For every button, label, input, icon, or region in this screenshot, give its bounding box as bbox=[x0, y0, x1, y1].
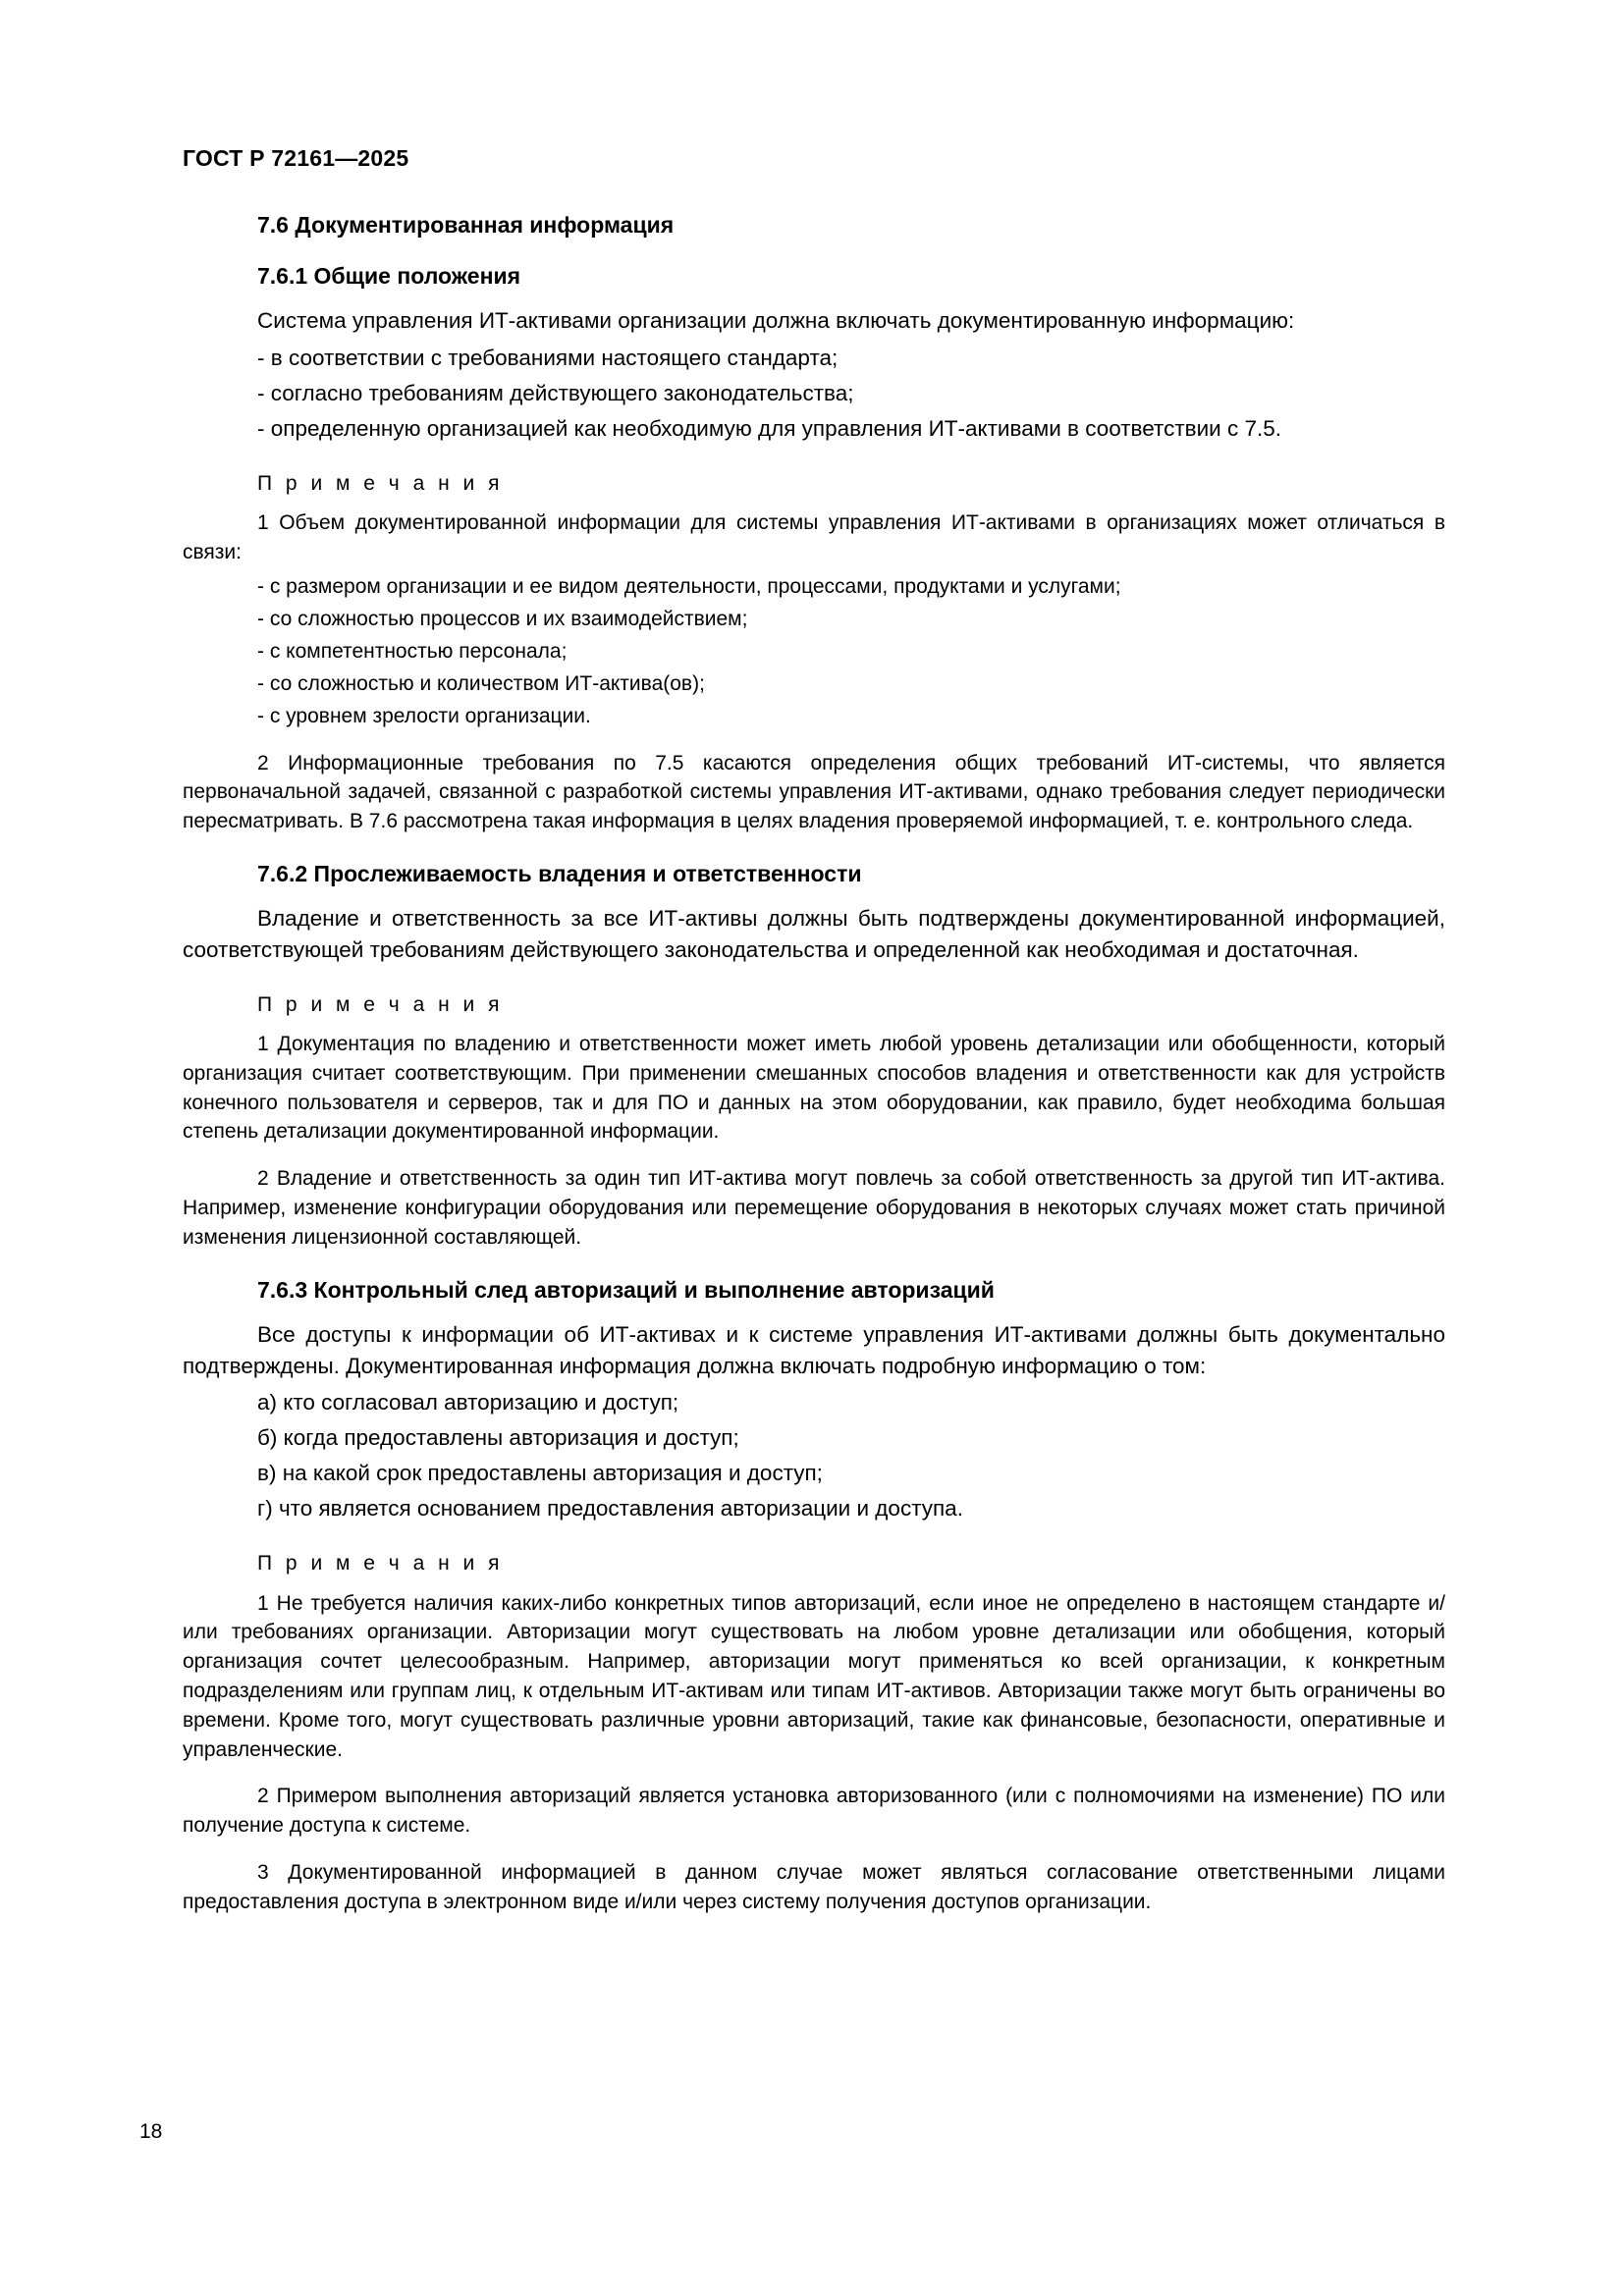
note-7-6-1-1-item-3: - с компетентностью персонала; bbox=[257, 640, 568, 664]
paragraph-7-6-3-intro: Все доступы к информации об ИТ-активах и к системе управления ИТ-активами должны быть документально подтверждены. Документированная информация должна включать подробную информацию о том: bbox=[183, 1321, 1445, 1378]
note-7-6-3-1: 1 Не требуется наличия каких-либо конкретных типов авторизаций, если иное не определено в настоящем стандарте и/или требованиях организации. Авторизации могут существовать на любом уровне детализации или обобщения, который организация сочтет целесообразным. Например, авторизации могут применяться ко всей организации, к конкретным подразделениям или группам лиц, к отдельным ИТ-активам или типам ИТ-активов. Авторизации также могут быть ограничены во времени. Кроме того, могут существовать различные уровни авторизаций, такие как финансовые, безопасности, оперативные и управленческие. bbox=[183, 1591, 1445, 1761]
notes-label-3: П р и м е ч а н и я bbox=[257, 1552, 504, 1575]
list-item-7-6-3-g: г) что является основанием предоставления авторизации и доступа. bbox=[257, 1496, 963, 1522]
list-item-7-6-1-2: - согласно требованиям действующего законодательства; bbox=[257, 380, 854, 405]
paragraph-7-6-2-intro: Владение и ответственность за все ИТ-активы должны быть подтверждены документированной информацией, соответствующей требованиям действующего законодательства и определенной как необходимая и достаточная. bbox=[183, 905, 1445, 962]
section-title-7-6-2: 7.6.2 Прослеживаемость владения и ответственности bbox=[257, 860, 862, 886]
notes-label-1: П р и м е ч а н и я bbox=[257, 471, 504, 495]
section-title-7-6-1: 7.6.1 Общие положения bbox=[257, 262, 521, 289]
note-7-6-3-2: 2 Примером выполнения авторизаций является установка авторизованного (или с полномочиями на изменение) ПО или получение доступа к системе. bbox=[183, 1785, 1445, 1838]
page-header: ГОСТ Р 72161—2025 bbox=[183, 145, 409, 171]
note-7-6-1-1-item-5: - с уровнем зрелости организации. bbox=[257, 704, 591, 727]
note-7-6-2-2: 2 Владение и ответственность за один тип ИТ-актива могут повлечь за собой ответственность за другой тип ИТ-актива. Например, изменение конфигурации оборудования или перемещение оборудования в некоторых случаях может стать причиной изменения лицензионной составляющей. bbox=[183, 1167, 1445, 1249]
note-7-6-1-1: 1 Объем документированной информации для системы управления ИТ-активами в организациях может отличаться в связи: bbox=[183, 510, 1445, 563]
note-7-6-3-3: 3 Документированной информацией в данном случае может являться согласование ответственными лицами предоставления доступа в электронном виде и/или через систему получения доступов организации. bbox=[183, 1861, 1445, 1913]
note-7-6-1-1-item-4: - со сложностью и количеством ИТ-актива(ов); bbox=[257, 671, 705, 695]
note-7-6-1-2: 2 Информационные требования по 7.5 касаются определения общих требований ИТ-системы, что является первоначальной задачей, связанной с разработкой системы управления ИТ-активами, однако требования следует периодически пересматривать. В 7.6 рассмотрена такая информация в целях владения проверяемой информацией, т. е. контрольного следа. bbox=[183, 751, 1445, 833]
list-item-7-6-1-1: - в соответствии с требованиями настоящего стандарта; bbox=[257, 345, 839, 370]
list-item-7-6-3-b: б) когда предоставлены авторизация и доступ; bbox=[257, 1425, 739, 1451]
section-title-7-6: 7.6 Документированная информация bbox=[257, 212, 675, 238]
page-number: 18 bbox=[139, 2120, 163, 2143]
notes-label-2: П р и м е ч а н и я bbox=[257, 992, 504, 1016]
note-7-6-2-1: 1 Документация по владению и ответственности может иметь любой уровень детализации или обобщенности, который организация считает соответствующим. При применении смешанных способов владения и ответственности как для устройств конечного пользователя и серверов, так и для ПО и данных на этом оборудовании, как правило, будет необходима большая степень детализации документированной информации. bbox=[183, 1033, 1445, 1144]
list-item-7-6-3-v: в) на какой срок предоставлены авторизация и доступ; bbox=[257, 1461, 823, 1486]
page-content bbox=[183, 211, 1445, 1923]
list-item-7-6-3-a: а) кто согласовал авторизацию и доступ; bbox=[257, 1390, 679, 1415]
section-title-7-6-3: 7.6.3 Контрольный след авторизаций и выполнение авторизаций bbox=[257, 1276, 995, 1303]
note-7-6-1-1-item-2: - со сложностью процессов и их взаимодействием; bbox=[257, 608, 748, 631]
note-7-6-1-1-item-1: - с размером организации и ее видом деятельности, процессами, продуктами и услугами; bbox=[257, 575, 1121, 599]
paragraph-7-6-1-intro: Система управления ИТ-активами организации должна включать документированную информацию: bbox=[257, 307, 1295, 333]
list-item-7-6-1-3: - определенную организацией как необходимую для управления ИТ-активами в соответствии с 7.5. bbox=[257, 415, 1281, 441]
